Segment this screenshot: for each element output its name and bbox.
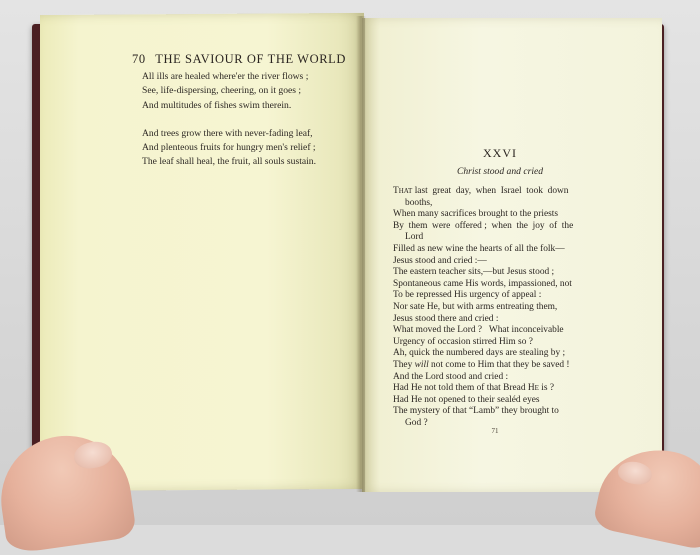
verse-line (393, 302, 608, 314)
line-text: Nor sate He, but with arms entreating them, (393, 301, 558, 312)
right-page-folio: 71 (491, 427, 499, 435)
verse-line (393, 198, 608, 210)
verse-line (393, 314, 608, 326)
verse-line: See, life-dispersing, cheering, on it goes ; (142, 85, 302, 97)
right-page-verse (393, 186, 608, 429)
verse-line (393, 232, 608, 244)
verse-line: And trees grow there with never-fading leaf, (142, 127, 313, 139)
smallcaps-word: He (527, 383, 539, 394)
italic-word: will (414, 359, 429, 370)
line-text: To be repressed His urgency of appeal : (393, 290, 542, 301)
verse-line (393, 244, 608, 256)
verse-line: And multitudes of fishes swim therein. (142, 99, 292, 111)
drop-smallcaps: That (393, 186, 413, 196)
running-head (132, 52, 346, 67)
book-gutter (356, 16, 366, 492)
left-page-number: 70 (132, 52, 146, 66)
line-text: When many sacrifices brought to the priests (393, 209, 559, 220)
verse-line (393, 209, 608, 221)
verse-line: All ills are healed where'er the river flows ; (142, 71, 309, 82)
verse-line (393, 383, 608, 395)
verse-line (393, 395, 608, 407)
stanza-break (142, 113, 357, 127)
verse-line (393, 186, 608, 198)
chapter-title: Christ stood and cried (456, 166, 544, 177)
verse-line (393, 256, 608, 268)
verse-line (393, 267, 608, 279)
running-head-title: THE SAVIOUR OF THE WORLD (155, 52, 347, 66)
verse-line (393, 337, 608, 349)
line-text: What moved the Lord ? What inconceivable (393, 325, 564, 336)
line-text: not come to Him that they be saved ! (428, 359, 570, 370)
line-text: By them were offered ; when the joy of the (393, 220, 574, 231)
verse-line (393, 279, 608, 291)
line-text: The mystery of that “Lamb” they brought to (393, 406, 559, 417)
line-text: Jesus stood and cried :— (393, 255, 487, 266)
line-text: God ? (405, 417, 428, 428)
line-text: last great day, when Israel took down (412, 186, 569, 196)
chapter-number: XXVI (483, 146, 517, 160)
verse-line (393, 221, 608, 233)
left-page-verse (142, 70, 357, 170)
verse-line (393, 406, 608, 418)
line-prefix: Had He not told them of that Bread (393, 383, 528, 394)
verse-line: And plenteous fruits for hungry men's relief ; (142, 142, 316, 154)
line-text: booths, (405, 197, 433, 208)
verse-line (393, 325, 608, 337)
line-text: Had He not opened to their sealéd eyes (393, 394, 540, 405)
line-text: Ah, quick the numbered days are stealing by ; (393, 348, 566, 359)
line-text: Urgency of occasion stirred Him so ? (393, 336, 533, 347)
line-text: The eastern teacher sits,—but Jesus stood ; (393, 267, 555, 278)
verse-line: The leaf shall heal, the fruit, all souls sustain. (142, 156, 316, 168)
verse-line (393, 360, 608, 372)
line-text: Spontaneous came His words, impassioned, not (393, 278, 572, 289)
line-text: Jesus stood there and cried : (393, 313, 499, 324)
verse-line (393, 290, 608, 302)
line-text: And the Lord stood and cried : (393, 371, 509, 382)
verse-line (393, 372, 608, 384)
line-text: Lord (405, 232, 424, 243)
line-text: Filled as new wine the hearts of all the folk— (393, 243, 565, 254)
verse-line (393, 348, 608, 360)
line-text: is ? (538, 383, 555, 394)
line-prefix: They (393, 359, 415, 370)
